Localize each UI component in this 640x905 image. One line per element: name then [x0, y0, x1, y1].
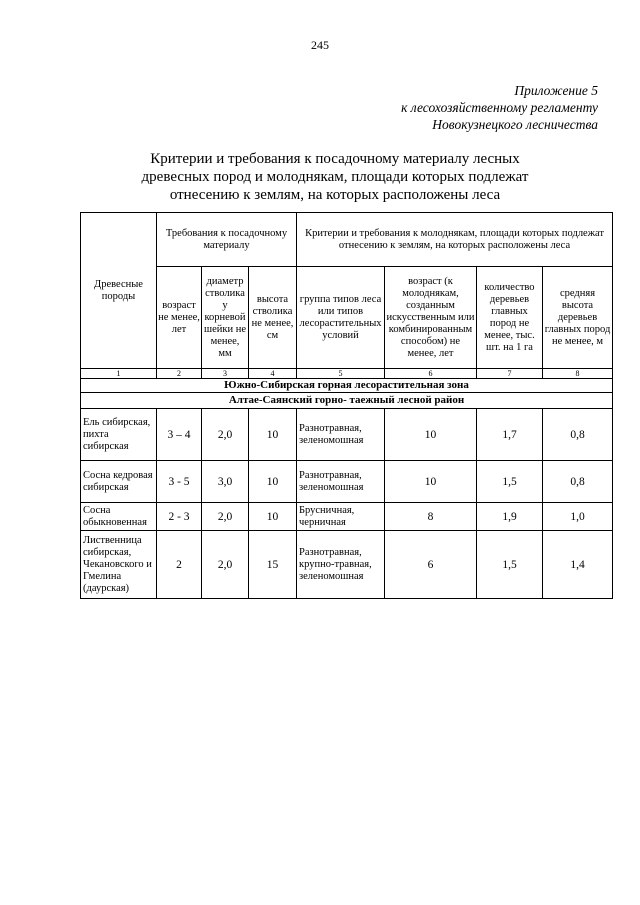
region-heading: Алтае-Саянский горно- таежный лесной район	[81, 393, 613, 409]
header-height: высота стволика не менее, см	[249, 267, 297, 369]
header-average-height: средняя высота деревьев главных пород не менее, м	[543, 267, 613, 369]
appendix-line-3: Новокузнецкого лесничества	[432, 117, 598, 132]
cell-forest-type: Разнотравная, зеленомошная	[297, 409, 385, 461]
cell-young-age: 8	[385, 503, 477, 531]
cell-young-age: 10	[385, 461, 477, 503]
page-number: 245	[311, 38, 329, 52]
appendix-header	[401, 82, 598, 133]
cell-average-height: 1,0	[543, 503, 613, 531]
cell-forest-type: Разнотравная, зеленомошная	[297, 461, 385, 503]
column-number: 4	[249, 369, 297, 379]
cell-diameter: 2,0	[202, 503, 249, 531]
cell-diameter: 2,0	[202, 409, 249, 461]
column-number: 1	[81, 369, 157, 379]
column-number: 5	[297, 369, 385, 379]
cell-diameter: 2,0	[202, 531, 249, 599]
table-row	[81, 461, 613, 503]
cell-young-age: 10	[385, 409, 477, 461]
cell-forest-type: Разнотравная, крупно-травная, зеленомошная	[297, 531, 385, 599]
cell-tree-count: 1,7	[477, 409, 543, 461]
cell-age: 3 - 5	[157, 461, 202, 503]
header-species: Древесные породы	[81, 213, 157, 369]
header-tree-count: количество деревьев главных пород не менее, тыс. шт. на 1 га	[477, 267, 543, 369]
cell-height: 10	[249, 409, 297, 461]
cell-tree-count: 1,5	[477, 531, 543, 599]
table-row	[81, 409, 613, 461]
cell-species: Сосна обыкновенная	[81, 503, 157, 531]
table-row	[81, 531, 613, 599]
column-number: 3	[202, 369, 249, 379]
appendix-line-1: Приложение 5	[514, 83, 598, 98]
title-line-2: древесных пород и молоднякам, площади которых подлежат	[141, 169, 529, 185]
cell-age: 2	[157, 531, 202, 599]
cell-species: Ель сибирская, пихта сибирская	[81, 409, 157, 461]
column-number: 7	[477, 369, 543, 379]
cell-tree-count: 1,9	[477, 503, 543, 531]
cell-average-height: 0,8	[543, 461, 613, 503]
document-title	[110, 150, 560, 204]
title-line-3: отнесению к землям, на которых расположены леса	[169, 187, 501, 203]
cell-tree-count: 1,5	[477, 461, 543, 503]
cell-average-height: 0,8	[543, 409, 613, 461]
cell-forest-type: Брусничная, черничная	[297, 503, 385, 531]
appendix-line-2: к лесохозяйственному регламенту	[401, 100, 598, 115]
column-number: 6	[385, 369, 477, 379]
header-forest-type: группа типов леса или типов лесорастительных условий	[297, 267, 385, 369]
header-young-stands: Критерии и требования к молоднякам, площади которых подлежат отнесению к землям, на которых расположены леса	[297, 213, 613, 267]
cell-diameter: 3,0	[202, 461, 249, 503]
column-number: 8	[543, 369, 613, 379]
header-age: возраст не менее, лет	[157, 267, 202, 369]
column-number: 2	[157, 369, 202, 379]
header-young-age: возраст (к молоднякам, созданным искусственным или комбинированным способом) не менее, лет	[385, 267, 477, 369]
cell-height: 15	[249, 531, 297, 599]
header-planting-material: Требования к посадочному материалу	[157, 213, 297, 267]
cell-average-height: 1,4	[543, 531, 613, 599]
cell-age: 3 – 4	[157, 409, 202, 461]
cell-height: 10	[249, 503, 297, 531]
criteria-table	[80, 212, 613, 599]
title-line-1: Критерии и требования к посадочному материалу лесных	[150, 151, 520, 167]
cell-species: Сосна кедровая сибирская	[81, 461, 157, 503]
cell-height: 10	[249, 461, 297, 503]
table-row	[81, 503, 613, 531]
cell-species: Лиственница сибирская, Чекановского и Гмелина (даурская)	[81, 531, 157, 599]
header-diameter: диаметр стволика у корневой шейки не менее, мм	[202, 267, 249, 369]
cell-young-age: 6	[385, 531, 477, 599]
zone-heading: Южно-Сибирская горная лесорастительная зона	[81, 379, 613, 393]
cell-age: 2 - 3	[157, 503, 202, 531]
